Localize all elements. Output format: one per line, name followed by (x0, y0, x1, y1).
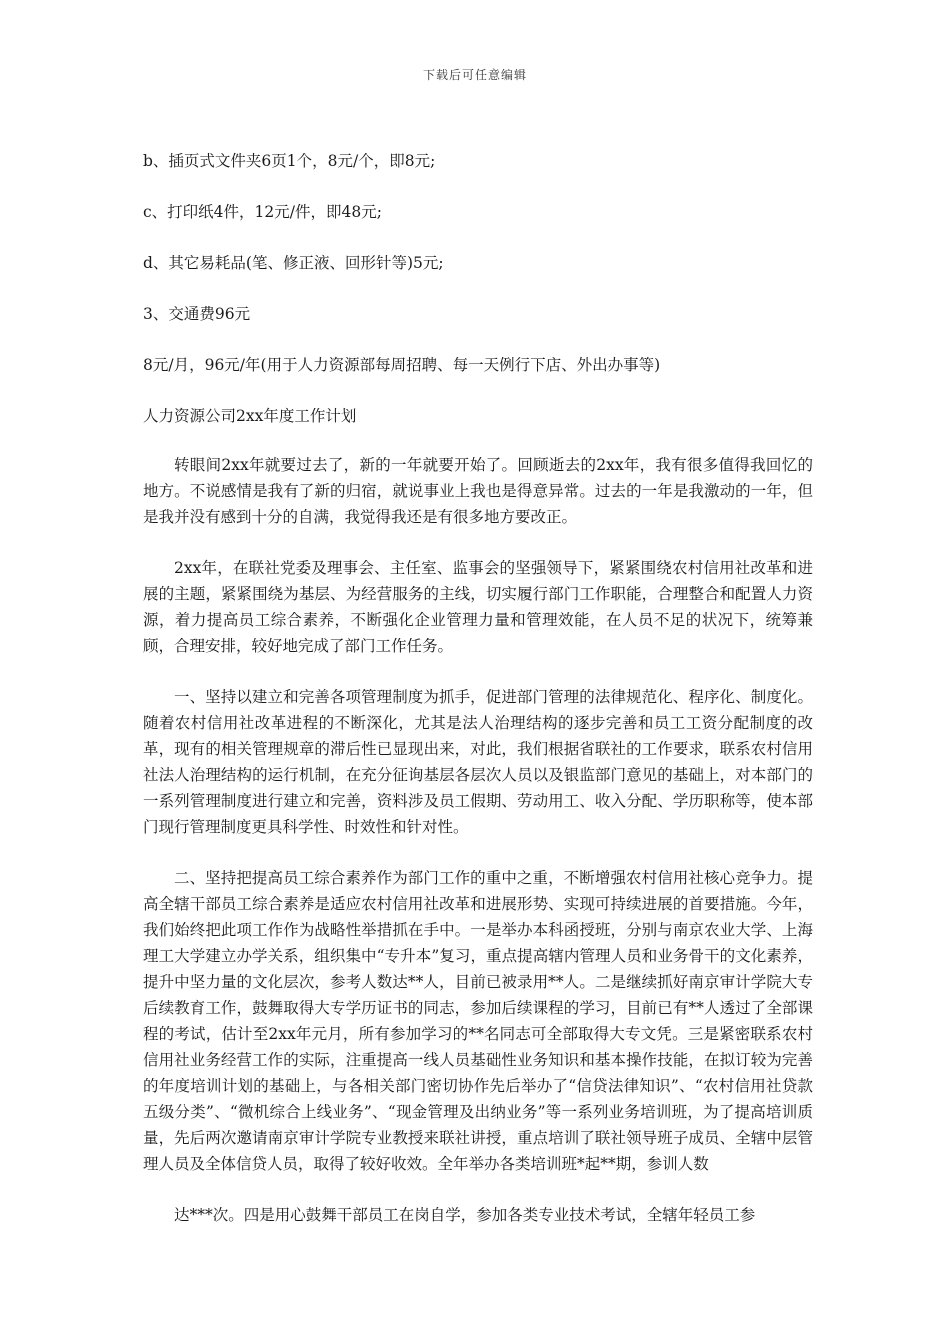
expense-item-d: d、其它易耗品(笔、修正液、回形针等)5元; (143, 254, 444, 272)
page-header: 下载后可任意编辑 (422, 68, 527, 82)
paragraph-summary: 2xx年，在联社党委及理事会、主任室、监事会的坚强领导下，紧紧围绕农村信用社改革和进展的主题，紧紧围绕为基层、为经营服务的主线，切实履行部门工作职能，合理整合和配置人力资源，着力提高员工综合素养，不断强化企业管理力量和管理效能，在人员不足的状况下，统筹兼顾，合理安排，较好地完成了部门工作任务。 (143, 559, 813, 655)
paragraph-section-two: 二、坚持把提高员工综合素养作为部门工作的重中之重，不断增强农村信用社核心竞争力。提高全辖干部员工综合素养是适应农村信用社改革和进展形势、实现可持续进展的首要措施。今年，我们始终把此项工作作为战略性举措抓在手中。一是举办本科函授班，分别与南京农业大学、上海理工大学建立办学关系，组织集中“专升本”复习，重点提高辖内管理人员和业务骨干的文化素养，提升中坚力量的文化层次，参考人数达**人，目前已被录用**人。二是继续抓好南京审计学院大专后续教育工作，鼓舞取得大专学历证书的同志，参加后续课程的学习，目前已有**人透过了全部课程的考试，估计至2xx年元月，所有参加学习的**名同志可全部取得大专文凭。三是紧密联系农村信用社业务经营工作的实际，注重提高一线人员基础性业务知识和基本操作技能，在拟订较为完善的年度培训计划的基础上，与各相关部门密切协作先后举办了“信贷法律知识”、“农村信用社贷款五级分类”、“微机综合上线业务”、“现金管理及出纳业务”等一系列业务培训班，为了提高培训质量，先后两次邀请南京审计学院专业教授来联社讲授，重点培训了联社领导班子成员、全辖中层管理人员及全体信贷人员，取得了较好收效。全年举办各类培训班*起**期，参训人数 (143, 869, 813, 1173)
plan-title: 人力资源公司2xx年度工作计划 (143, 407, 357, 425)
expense-item-c: c、打印纸4件，12元/件，即48元; (143, 203, 382, 221)
transport-fee-heading: 3、交通费96元 (143, 305, 251, 323)
document-body (143, 148, 813, 1253)
paragraph-intro: 转眼间2xx年就要过去了，新的一年就要开始了。回顾逝去的2xx年，我有很多值得我回忆的地方。不说感情是我有了新的归宿，就说事业上我也是得意异常。过去的一年是我激动的一年，但是我并没有感到十分的自满，我觉得我还是有很多地方要改正。 (143, 456, 813, 526)
paragraph-section-one: 一、坚持以建立和完善各项管理制度为抓手，促进部门管理的法律规范化、程序化、制度化。随着农村信用社改革进程的不断深化，尤其是法人治理结构的逐步完善和员工工资分配制度的改革，现有的相关管理规章的滞后性已显现出来，对此，我们根据省联社的工作要求，联系农村信用社法人治理结构的运行机制，在充分征询基层各层次人员以及银监部门意见的基础上，对本部门的一系列管理制度进行建立和完善，资料涉及员工假期、劳动用工、收入分配、学历职称等，使本部门现行管理制度更具科学性、时效性和针对性。 (143, 688, 813, 836)
transport-fee-detail: 8元/月，96元/年(用于人力资源部每周招聘、每一天例行下店、外出办事等) (143, 356, 661, 374)
expense-item-b: b、插页式文件夹6页1个，8元/个，即8元; (143, 152, 436, 170)
paragraph-continuation: 达***次。四是用心鼓舞干部员工在岗自学，参加各类专业技术考试，全辖年轻员工参 (174, 1206, 756, 1224)
